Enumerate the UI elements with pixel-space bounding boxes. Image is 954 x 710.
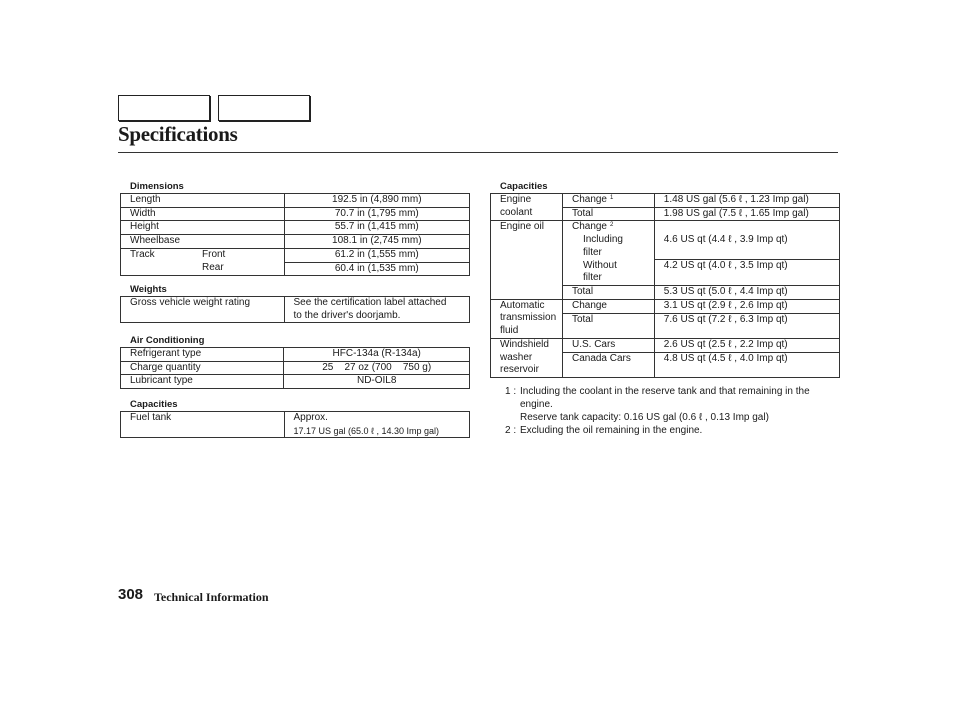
- fuel-table: [120, 411, 470, 438]
- footnote-2: [505, 424, 810, 437]
- table-row: [121, 412, 470, 438]
- oil-incl-value: 4.6 US qt (4.4 ℓ , 3.9 Imp qt): [663, 233, 788, 245]
- footnote-text: engine.: [520, 399, 553, 410]
- spec-value: [284, 297, 470, 323]
- capacities-table: [490, 193, 840, 378]
- capacity-label: [491, 194, 563, 221]
- capacity-label: [491, 299, 563, 338]
- table-row: [121, 348, 470, 362]
- spec-label: Fuel tank: [121, 412, 285, 438]
- capacity-label: [491, 338, 563, 377]
- oil-incl-label1: Including: [582, 234, 623, 246]
- capacity-value: 4.2 US qt (4.0 ℓ , 3.5 Imp qt): [654, 260, 839, 286]
- coolant-label1: Engine: [500, 194, 532, 205]
- track-rear-label: Rear: [202, 262, 224, 274]
- footnote-text: Reserve tank capacity: 0.16 US gal (0.6 ℓ , 0.13 Imp gal): [520, 412, 769, 423]
- capacity-label: Engine oil: [491, 221, 563, 299]
- atf-label1: Automatic: [500, 299, 545, 311]
- spec-value: 25 27 oz (700 750 g): [284, 361, 470, 375]
- footnote-ref: 2: [610, 222, 614, 229]
- spec-label: Refrigerant type: [121, 348, 284, 362]
- spec-label: [121, 262, 285, 276]
- spec-value: [284, 412, 470, 438]
- nav-tab-2[interactable]: [218, 95, 310, 121]
- capacity-value: [654, 221, 839, 260]
- table-row: [491, 338, 840, 352]
- footnote-text: Including the coolant in the reserve tank and that remaining in the: [520, 386, 810, 397]
- title-divider: [118, 152, 838, 153]
- spec-value: 108.1 in (2,745 mm): [284, 235, 469, 249]
- washer-label1: Windshield: [500, 338, 549, 350]
- spec-label: Length: [121, 194, 285, 208]
- fuel-value: 17.17 US gal (65.0 ℓ , 14.30 Imp gal): [293, 425, 439, 436]
- capacities-right-heading: Capacities: [500, 181, 548, 192]
- air-conditioning-heading: Air Conditioning: [130, 335, 205, 346]
- capacities-left-heading: Capacities: [130, 399, 178, 410]
- capacity-value: 5.3 US qt (5.0 ℓ , 4.4 Imp qt): [654, 286, 839, 300]
- footnotes: [505, 385, 810, 437]
- spec-label: Gross vehicle weight rating: [121, 297, 285, 323]
- capacity-sublabel: Canada Cars: [562, 352, 654, 377]
- table-row: [121, 221, 470, 235]
- capacity-sublabel: [562, 194, 654, 208]
- capacity-value: 1.98 US gal (7.5 ℓ , 1.65 Imp gal): [654, 207, 839, 221]
- atf-label3: fluid: [500, 325, 519, 337]
- footnote-number: 2 :: [505, 425, 517, 436]
- table-row: [121, 262, 470, 276]
- spec-value: 70.7 in (1,795 mm): [284, 207, 469, 221]
- coolant-change: Change: [571, 194, 607, 205]
- capacity-value: 1.48 US gal (5.6 ℓ , 1.23 Imp gal): [654, 194, 839, 208]
- nav-tab-1[interactable]: [118, 95, 210, 121]
- capacity-sublabel: [562, 221, 654, 234]
- table-row: [121, 194, 470, 208]
- spec-label: [121, 248, 285, 262]
- spec-value: 61.2 in (1,555 mm): [284, 248, 469, 262]
- coolant-label2: coolant: [500, 206, 533, 218]
- table-row: [121, 248, 470, 262]
- weights-table: [120, 296, 470, 323]
- page-number: 308: [118, 586, 144, 603]
- atf-label2: transmission: [500, 312, 557, 324]
- table-row: [121, 361, 470, 375]
- capacity-sublabel: Total: [562, 286, 654, 300]
- section-name[interactable]: Technical Information: [154, 590, 269, 604]
- spec-label: Width: [121, 207, 285, 221]
- footnote-1: [505, 385, 810, 424]
- capacity-value: 3.1 US qt (2.9 ℓ , 2.6 Imp qt): [654, 299, 839, 313]
- track-front-label: Front: [202, 248, 226, 260]
- capacity-sublabel: Total: [562, 313, 654, 338]
- table-row: [491, 221, 840, 234]
- spec-label: Charge quantity: [121, 361, 284, 375]
- page-title: Specifications: [118, 122, 238, 146]
- oil-without-label2: filter: [582, 272, 602, 284]
- washer-label3: reservoir: [500, 364, 539, 376]
- capacity-sublabel: Total: [562, 207, 654, 221]
- spec-value: 192.5 in (4,890 mm): [284, 194, 469, 208]
- oil-change: Change: [571, 221, 607, 233]
- footnote-ref: 1: [610, 195, 614, 201]
- capacity-sublabel: [562, 234, 654, 259]
- gvwr-line1: See the certification label attached: [293, 297, 447, 308]
- table-row: [491, 299, 840, 313]
- footnote-number: 1 :: [505, 386, 517, 397]
- capacity-value: 2.6 US qt (2.5 ℓ , 2.2 Imp qt): [654, 338, 839, 352]
- table-row: [121, 207, 470, 221]
- capacity-sublabel: Change: [562, 299, 654, 313]
- spec-label: Wheelbase: [121, 235, 285, 249]
- table-row: [121, 297, 470, 323]
- dimensions-heading: Dimensions: [130, 181, 184, 192]
- air-conditioning-table: [120, 347, 470, 389]
- table-row: [491, 194, 840, 208]
- spec-value: 60.4 in (1,535 mm): [284, 262, 469, 276]
- spec-value: ND-OIL8: [284, 375, 470, 389]
- fuel-approx: Approx.: [293, 412, 328, 423]
- capacity-value: 4.8 US qt (4.5 ℓ , 4.0 Imp qt): [654, 352, 839, 377]
- capacity-sublabel: [562, 260, 654, 286]
- table-row: [121, 375, 470, 389]
- spec-label: Height: [121, 221, 285, 235]
- gvwr-line2: to the driver's doorjamb.: [293, 309, 401, 321]
- table-row: [121, 235, 470, 249]
- capacity-value: 7.6 US qt (7.2 ℓ , 6.3 Imp qt): [654, 313, 839, 338]
- footnote-text: Excluding the oil remaining in the engine.: [520, 425, 703, 436]
- oil-incl-label2: filter: [582, 246, 602, 258]
- dimensions-table: [120, 193, 470, 276]
- washer-label2: washer: [500, 351, 533, 363]
- track-label: Track: [130, 248, 155, 260]
- spec-value: 55.7 in (1,415 mm): [284, 221, 469, 235]
- weights-heading: Weights: [130, 284, 167, 295]
- capacity-sublabel: U.S. Cars: [562, 338, 654, 352]
- spec-value: HFC-134a (R-134a): [284, 348, 470, 362]
- oil-without-label1: Without: [582, 259, 617, 271]
- spec-label: Lubricant type: [121, 375, 284, 389]
